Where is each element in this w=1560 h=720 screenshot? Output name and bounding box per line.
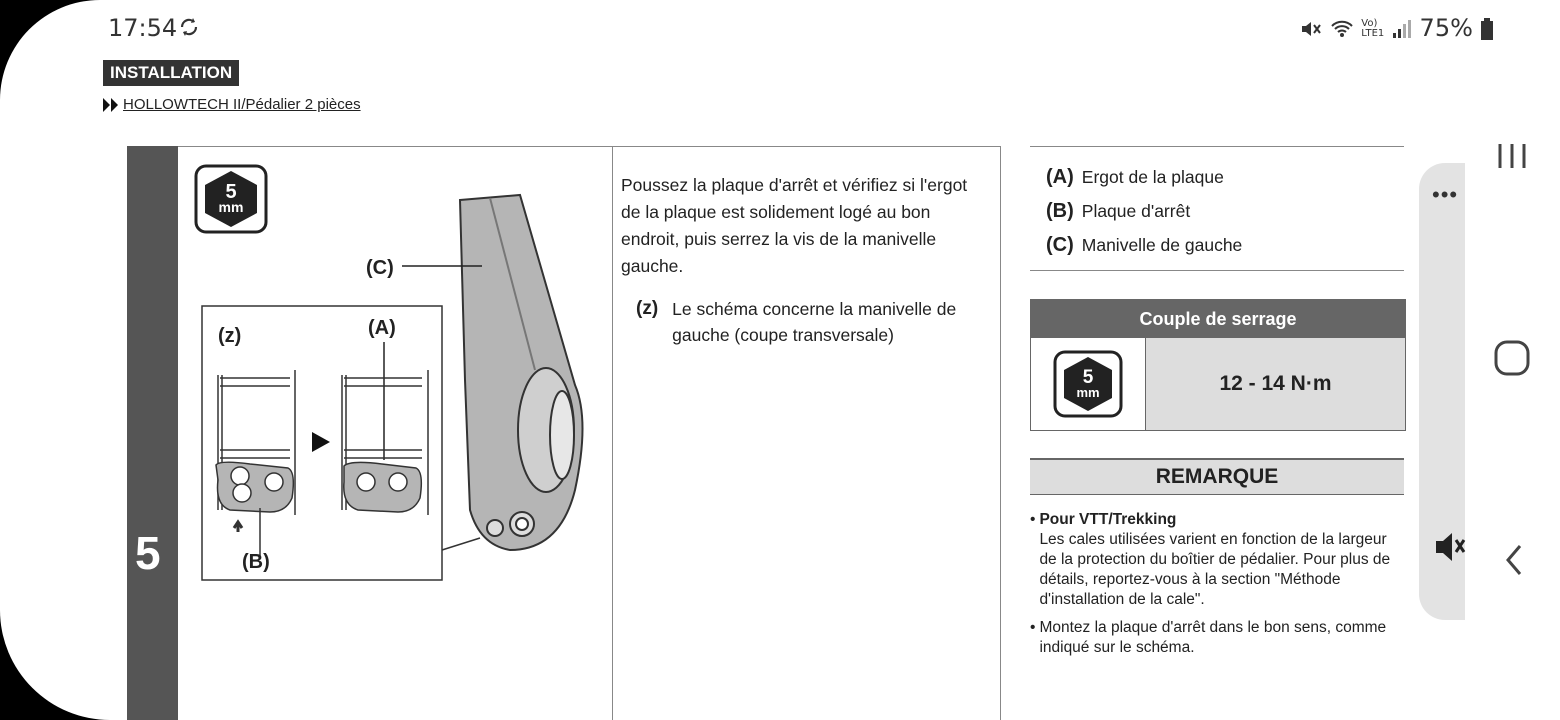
- svg-text:mm: mm: [1076, 385, 1100, 400]
- label-z: (z): [218, 325, 242, 347]
- double-arrow-icon: [103, 98, 119, 112]
- legend-item: (C) Manivelle de gauche: [1046, 234, 1243, 256]
- crank-arm: [460, 195, 583, 550]
- volte-label: Vo) LTE1: [1361, 18, 1385, 39]
- remarque-item: • Montez la plaque d'arrêt dans le bon sens, comme indiqué sur le schéma.: [1030, 619, 1387, 656]
- remarque-item-title: Pour VTT/Trekking: [1039, 511, 1177, 528]
- torque-table: [1030, 299, 1406, 431]
- label-b: (B): [242, 551, 270, 573]
- legend-bottom-rule: [1030, 270, 1404, 271]
- home-icon[interactable]: [1492, 338, 1532, 378]
- section-label: INSTALLATION: [103, 60, 239, 86]
- sync-icon: [178, 16, 200, 38]
- note-text: Le schéma concerne la manivelle de gauche (coupe transversale): [672, 299, 957, 345]
- battery-icon: [1481, 18, 1493, 40]
- legend-top-rule: [1030, 146, 1404, 147]
- status-icons: [1300, 14, 1493, 42]
- wifi-icon: [1330, 19, 1354, 39]
- mute-icon[interactable]: [1434, 530, 1466, 564]
- remarque-heading: REMARQUE: [1030, 458, 1404, 495]
- panel-divider: [612, 146, 613, 720]
- hex-wrench-5mm-icon: [196, 166, 266, 232]
- torque-tool-cell: [1031, 338, 1146, 430]
- instruction-text: Poussez la plaque d'arrêt et vérifiez si l'ergot de la plaque est solidement logé au bon endroit, puis serrez la vis de la manivelle gauche.: [621, 175, 968, 276]
- hex-wrench-5mm-icon: [1053, 350, 1123, 418]
- svg-text:mm: mm: [218, 199, 244, 215]
- battery-percent: 75%: [1419, 14, 1473, 42]
- signal-icon: [1392, 19, 1412, 39]
- more-options-icon[interactable]: •••: [1432, 182, 1459, 207]
- svg-text:5: 5: [225, 181, 237, 203]
- step-column: [127, 146, 178, 720]
- torque-value: 12 - 14 N·m: [1146, 338, 1405, 430]
- panel-right-border: [1000, 146, 1001, 720]
- label-c: (C): [366, 257, 394, 279]
- recent-apps-icon[interactable]: [1492, 140, 1532, 172]
- breadcrumb[interactable]: [103, 96, 361, 113]
- step-number: 5: [135, 527, 161, 579]
- clock: 17:54: [108, 14, 178, 42]
- back-icon[interactable]: [1500, 540, 1530, 580]
- mute-icon: [1300, 19, 1322, 39]
- diagram-note: [636, 296, 986, 348]
- breadcrumb-link[interactable]: HOLLOWTECH II/Pédalier 2 pièces: [123, 96, 361, 113]
- label-a: (A): [368, 317, 396, 339]
- parts-legend: [1046, 160, 1406, 262]
- remarque-notes: [1030, 510, 1404, 666]
- torque-header: Couple de serrage: [1031, 300, 1405, 338]
- note-label: (z): [636, 298, 659, 319]
- legend-item: (A) Ergot de la plaque: [1046, 166, 1224, 188]
- remarque-item: • Pour VTT/Trekking Les cales utilisées varient en fonction de la largeur de la protection du boîtier de pédalier. Pour plus de détails, reportez-vous à la section "Méthode d'installation de la cale".: [1030, 511, 1391, 608]
- crank-diagram: [190, 160, 605, 585]
- panel-top-border: [127, 146, 1001, 147]
- legend-item: (B) Plaque d'arrêt: [1046, 200, 1191, 222]
- svg-text:5: 5: [1082, 367, 1094, 388]
